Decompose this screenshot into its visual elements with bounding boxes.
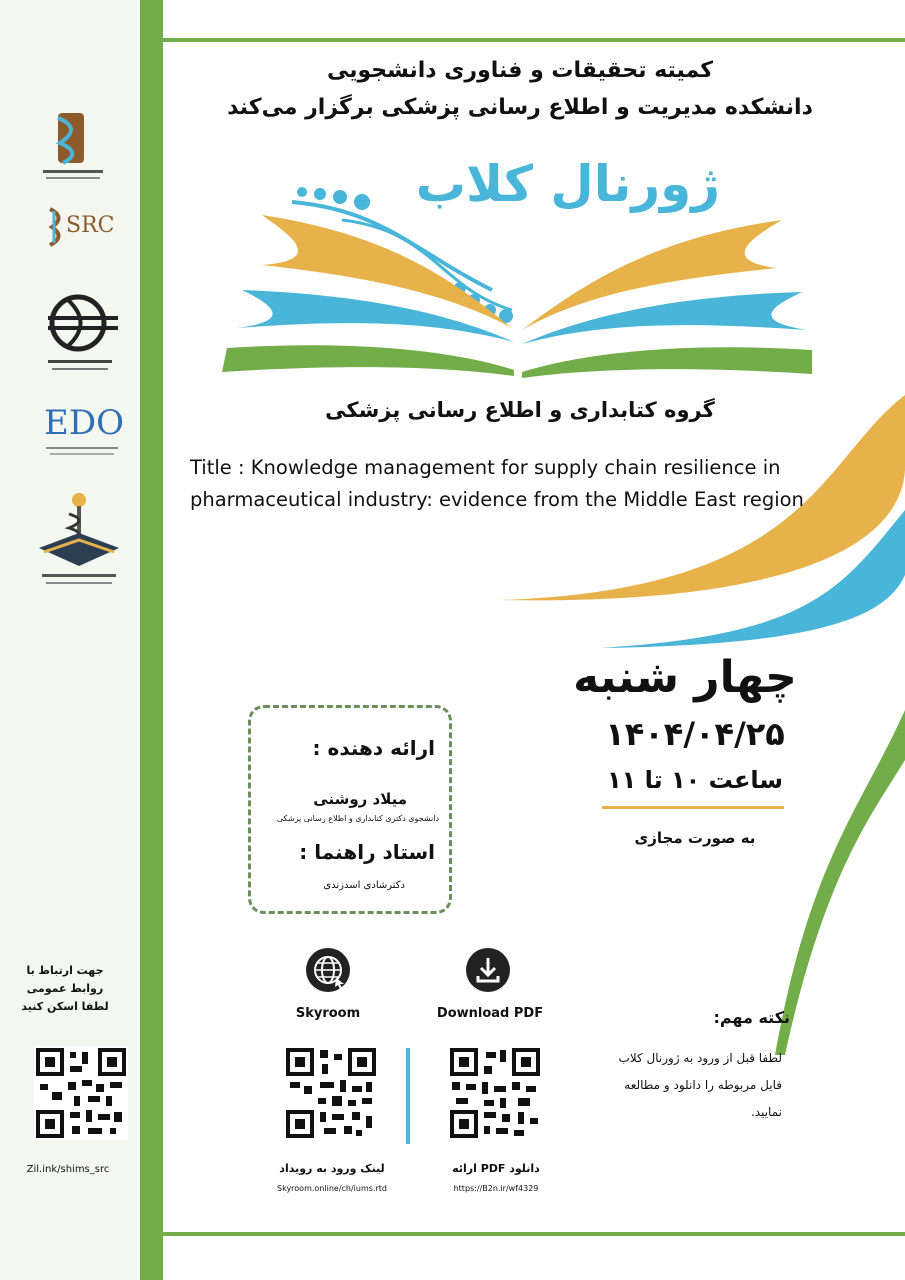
pdf-url[interactable]: https://B2n.ir/wf4329 — [453, 1184, 539, 1193]
edo-logo-text: EDO — [44, 403, 124, 443]
sidebar-contact: جهت ارتباط با روابط عمومی لطفا اسکن کنید — [21, 964, 109, 1013]
talk-title-line2: pharmaceutical industry: evidence from the Middle East region — [190, 488, 804, 511]
note-heading: نکته مهم: — [713, 1008, 790, 1027]
presenter-label: ارائه دهنده : — [312, 736, 435, 760]
supervisor-name: دکترشادی اسدزندی — [323, 880, 405, 891]
department-name: گروه کتابداری و اطلاع رسانی پزشکی — [325, 398, 715, 422]
download-pdf-label: Download PDF — [436, 1006, 544, 1021]
library-association-logo — [34, 488, 124, 596]
pdf-qr-code[interactable] — [448, 1046, 542, 1140]
top-rule — [163, 38, 905, 42]
skyroom-caption: لینک ورود به رویداد — [279, 1162, 385, 1175]
university-logo — [38, 108, 108, 188]
globe-icon — [306, 948, 350, 992]
presenter-box — [248, 705, 452, 914]
download-icon — [466, 948, 510, 992]
note-text: لطفا قبل از ورود به ژورنال کلاب فایل مربوطه را دانلود و مطالعه نمایید. — [618, 1051, 782, 1119]
presenter-name: میلاد روشنی — [313, 790, 407, 808]
society-logo — [38, 288, 128, 378]
sidebar-qr-code[interactable] — [34, 1046, 128, 1140]
event-time: ساعت ۱۰ تا ۱۱ — [606, 766, 784, 794]
header-committee: کمیته تحقیقات و فناوری دانشجویی — [326, 58, 714, 83]
supervisor-label: استاد راهنما : — [299, 840, 435, 864]
sidebar-url[interactable]: Zil.ink/shims_src — [26, 1164, 110, 1175]
skyroom-icon-circle[interactable] — [306, 948, 350, 992]
presenter-role: دانشجوی دکتری کتابداری و اطلاع رسانی پزشکی — [276, 814, 439, 823]
talk-title-line1: Title : Knowledge management for supply chain resilience in — [190, 456, 781, 479]
event-mode: به صورت مجازی — [634, 829, 756, 847]
download-icon-circle[interactable] — [466, 948, 510, 992]
bottom-rule — [163, 1232, 905, 1236]
skyroom-url[interactable]: Skyroom.online/ch/iums.rtd — [277, 1184, 387, 1193]
pdf-caption: دانلود PDF ارائه — [452, 1162, 540, 1175]
event-date: ۱۴۰۴/۰۴/۲۵ — [605, 715, 785, 753]
qr-divider — [406, 1048, 410, 1144]
src-emblem-icon — [44, 207, 68, 247]
talk-title — [190, 452, 890, 516]
edo-logo — [44, 403, 124, 463]
time-underline — [602, 806, 784, 809]
skyroom-label: Skyroom — [295, 1006, 361, 1021]
src-logo — [44, 205, 124, 250]
skyroom-qr-code[interactable] — [284, 1046, 378, 1140]
header-faculty: دانشکده مدیریت و اطلاع رسانی پزشکی برگزار می‌کند — [227, 95, 813, 120]
event-day: چهار شنبه — [573, 652, 797, 703]
journal-club-title: ژورنال کلاب — [415, 155, 720, 213]
src-logo-text: SRC — [66, 213, 115, 238]
